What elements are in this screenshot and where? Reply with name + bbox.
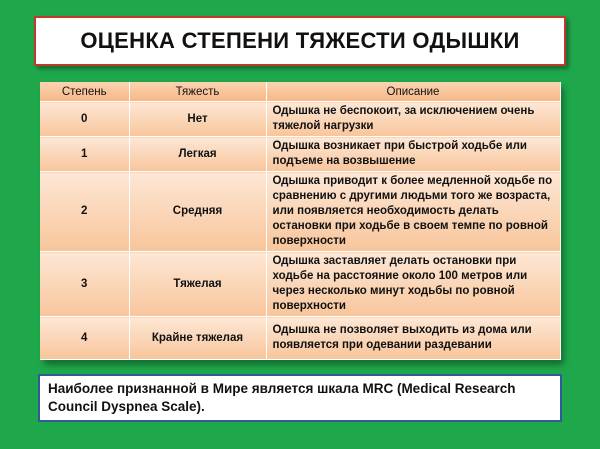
header-degree: Степень bbox=[40, 82, 129, 102]
page-title: ОЦЕНКА СТЕПЕНИ ТЯЖЕСТИ ОДЫШКИ bbox=[80, 28, 520, 53]
table-row bbox=[40, 137, 560, 172]
severity-cell: Тяжелая bbox=[129, 252, 266, 317]
table-row bbox=[40, 102, 560, 137]
table-row bbox=[40, 252, 560, 317]
severity-cell: Легкая bbox=[129, 137, 266, 172]
dyspnea-scale-table bbox=[40, 82, 561, 360]
description-cell: Одышка не беспокоит, за исключением очень тяжелой нагрузки bbox=[266, 102, 560, 137]
degree-cell: 4 bbox=[40, 317, 129, 360]
table-row bbox=[40, 172, 560, 252]
severity-cell: Нет bbox=[129, 102, 266, 137]
header-severity: Тяжесть bbox=[129, 82, 266, 102]
description-cell: Одышка приводит к более медленной ходьбе по сравнению с другими людьми того же возраста, или появляется необходимость делать остановки при ходьбе в своем темпе по ровной поверхности bbox=[266, 172, 560, 252]
degree-cell: 0 bbox=[40, 102, 129, 137]
dyspnea-table-container bbox=[40, 82, 560, 360]
description-cell: Одышка возникает при быстрой ходьбе или подъеме на возвышение bbox=[266, 137, 560, 172]
table-header-row bbox=[40, 82, 560, 102]
note-box bbox=[38, 374, 562, 422]
description-cell: Одышка не позволяет выходить из дома или появляется при одевании раздевании bbox=[266, 317, 560, 360]
degree-cell: 1 bbox=[40, 137, 129, 172]
severity-cell: Средняя bbox=[129, 172, 266, 252]
header-description: Описание bbox=[266, 82, 560, 102]
note-text: Наиболее признанной в Мире является шкала MRC (Medical Research Council Dyspnea Scale). bbox=[48, 381, 516, 414]
description-cell: Одышка заставляет делать остановки при ходьбе на расстояние около 100 метров или через несколько минут ходьбы по ровной поверхности bbox=[266, 252, 560, 317]
degree-cell: 2 bbox=[40, 172, 129, 252]
degree-cell: 3 bbox=[40, 252, 129, 317]
title-box bbox=[34, 16, 566, 66]
table-row bbox=[40, 317, 560, 360]
severity-cell: Крайне тяжелая bbox=[129, 317, 266, 360]
